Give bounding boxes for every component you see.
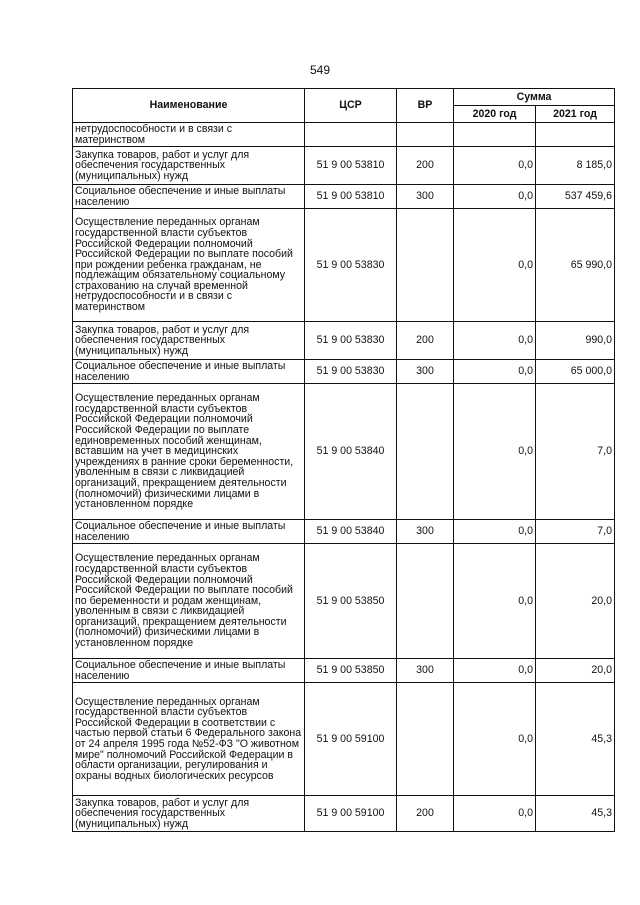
row-2021: 45,3 bbox=[536, 683, 615, 796]
row-csr: 51 9 00 53840 bbox=[305, 384, 397, 520]
row-2021: 45,3 bbox=[536, 796, 615, 832]
row-name: Социальное обеспечение и иные выплаты населению bbox=[73, 659, 305, 683]
row-vr bbox=[397, 123, 454, 147]
row-2020 bbox=[454, 123, 536, 147]
header-row-top bbox=[73, 89, 615, 106]
row-2021: 990,0 bbox=[536, 322, 615, 360]
row-2020: 0,0 bbox=[454, 683, 536, 796]
row-csr: 51 9 00 53850 bbox=[305, 544, 397, 659]
table-row bbox=[73, 209, 615, 322]
table-row bbox=[73, 683, 615, 796]
row-csr: 51 9 00 53830 bbox=[305, 360, 397, 384]
row-2021: 537 459,6 bbox=[536, 185, 615, 209]
row-vr bbox=[397, 683, 454, 796]
row-name: Закупка товаров, работ и услуг для обеспечения государственных (муниципальных) нужд bbox=[73, 147, 305, 185]
row-vr: 200 bbox=[397, 796, 454, 832]
table-row bbox=[73, 384, 615, 520]
row-2020: 0,0 bbox=[454, 147, 536, 185]
row-2020: 0,0 bbox=[454, 185, 536, 209]
row-csr bbox=[305, 123, 397, 147]
header-csr: ЦСР bbox=[305, 89, 397, 123]
row-2020: 0,0 bbox=[454, 322, 536, 360]
row-2020: 0,0 bbox=[454, 659, 536, 683]
row-vr: 300 bbox=[397, 520, 454, 544]
row-vr: 300 bbox=[397, 659, 454, 683]
row-2021: 20,0 bbox=[536, 659, 615, 683]
row-2021: 8 185,0 bbox=[536, 147, 615, 185]
row-csr: 51 9 00 53830 bbox=[305, 322, 397, 360]
row-name: нетрудоспособности и в связи с материнством bbox=[73, 123, 305, 147]
table-row bbox=[73, 185, 615, 209]
row-vr bbox=[397, 544, 454, 659]
table-row bbox=[73, 520, 615, 544]
row-name: Социальное обеспечение и иные выплаты населению bbox=[73, 360, 305, 384]
row-vr bbox=[397, 384, 454, 520]
row-2020: 0,0 bbox=[454, 209, 536, 322]
table-row bbox=[73, 123, 615, 147]
row-csr: 51 9 00 59100 bbox=[305, 683, 397, 796]
row-csr: 51 9 00 53840 bbox=[305, 520, 397, 544]
header-sum: Сумма bbox=[454, 89, 615, 106]
row-name: Осуществление переданных органам государственной власти субъектов Российской Федерации в соответствии с частью первой статьи 6 Федерального закона от 24 апреля 1995 года №52-ФЗ "О животном мире" полномочий Российской Федерации в области организации, регулирования и охраны водных биологических ресурсов bbox=[73, 683, 305, 796]
table-row bbox=[73, 659, 615, 683]
table-row bbox=[73, 147, 615, 185]
row-name: Закупка товаров, работ и услуг для обеспечения государственных (муниципальных) нужд bbox=[73, 322, 305, 360]
row-csr: 51 9 00 53850 bbox=[305, 659, 397, 683]
row-2021: 7,0 bbox=[536, 384, 615, 520]
row-csr: 51 9 00 53810 bbox=[305, 147, 397, 185]
header-name: Наименование bbox=[73, 89, 305, 123]
table-row bbox=[73, 544, 615, 659]
row-2021: 7,0 bbox=[536, 520, 615, 544]
header-year-2020: 2020 год bbox=[454, 106, 536, 123]
row-2020: 0,0 bbox=[454, 384, 536, 520]
row-2020: 0,0 bbox=[454, 796, 536, 832]
row-vr: 300 bbox=[397, 185, 454, 209]
row-2020: 0,0 bbox=[454, 360, 536, 384]
row-csr: 51 9 00 53830 bbox=[305, 209, 397, 322]
row-csr: 51 9 00 59100 bbox=[305, 796, 397, 832]
header-vr: ВР bbox=[397, 89, 454, 123]
row-name: Осуществление переданных органам государственной власти субъектов Российской Федерации полномочий Российской Федерации по выплате единовременных пособий женщинам, вставшим на учет в медицинских учреждениях в ранние сроки беременности, уволенным в связи с ликвидацией организаций, прекращением деятельности (полномочий) физическими лицами в установленном порядке bbox=[73, 384, 305, 520]
row-vr bbox=[397, 209, 454, 322]
row-2021: 65 990,0 bbox=[536, 209, 615, 322]
row-vr: 200 bbox=[397, 322, 454, 360]
row-vr: 200 bbox=[397, 147, 454, 185]
table-row bbox=[73, 796, 615, 832]
row-2021: 20,0 bbox=[536, 544, 615, 659]
row-name: Социальное обеспечение и иные выплаты населению bbox=[73, 185, 305, 209]
row-csr: 51 9 00 53810 bbox=[305, 185, 397, 209]
row-2021 bbox=[536, 123, 615, 147]
row-name: Закупка товаров, работ и услуг для обеспечения государственных (муниципальных) нужд bbox=[73, 796, 305, 832]
row-2020: 0,0 bbox=[454, 520, 536, 544]
row-name: Осуществление переданных органам государственной власти субъектов Российской Федерации полномочий Российской Федерации по выплате пособий по беременности и родам женщинам, уволенным в связи с ликвидацией организаций, прекращением деятельности (полномочий) физическими лицами в установленном порядке bbox=[73, 544, 305, 659]
row-2020: 0,0 bbox=[454, 544, 536, 659]
row-vr: 300 bbox=[397, 360, 454, 384]
budget-table bbox=[72, 88, 615, 832]
table-row bbox=[73, 360, 615, 384]
row-2021: 65 000,0 bbox=[536, 360, 615, 384]
row-name: Осуществление переданных органам государственной власти субъектов Российской Федерации полномочий Российской Федерации по выплате пособий при рождении ребенка гражданам, не подлежащим обязательному социальному страхованию на случай временной нетрудоспособности и в связи с материнством bbox=[73, 209, 305, 322]
row-name: Социальное обеспечение и иные выплаты населению bbox=[73, 520, 305, 544]
header-year-2021: 2021 год bbox=[536, 106, 615, 123]
table-row bbox=[73, 322, 615, 360]
page-number: 549 bbox=[309, 63, 331, 77]
